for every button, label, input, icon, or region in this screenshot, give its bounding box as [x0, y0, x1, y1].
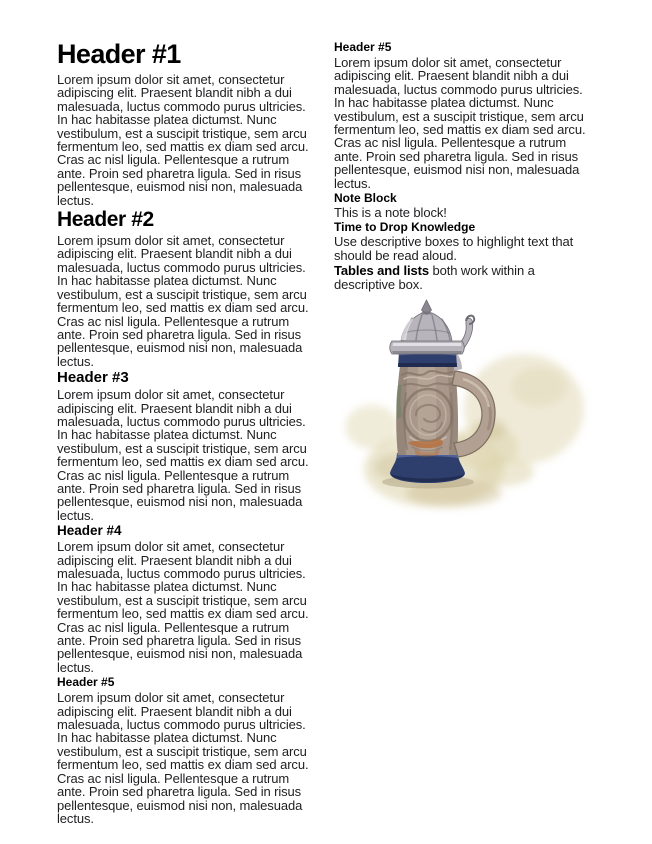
section-right-5 [334, 41, 596, 190]
stein-base [390, 453, 465, 483]
section-3 [57, 370, 318, 522]
heading-right-5: Header #5 [334, 40, 392, 54]
drop-knowledge-emphasis-rest: both work within a descriptive box. [334, 263, 535, 292]
section-2-paragraph: Lorem ipsum dolor sit amet, consectetur adipiscing elit. Praesent blandit nibh a dui malesuada, luctus commodo purus ultricies. In hac habitasse platea dictumst. Nunc vestibulum, est a suscipit tristique, sem arcu fermentum leo, sed mattis ex diam sed arcu. Cras ac nisl ligula. Pellentesque a rutrum ante. Proin sed pharetra ligula. Sed in risus pellentesque, euismod nisi non, malesuada lectus. [57, 233, 309, 369]
heading-4: Header #4 [57, 523, 122, 539]
stein-lid-cone [401, 313, 452, 341]
note-block-label: Note Block [334, 191, 397, 206]
drop-knowledge-emphasis: Tables and lists [334, 263, 429, 279]
stein-finial [422, 300, 432, 315]
right-column [334, 40, 596, 844]
section-4 [57, 524, 318, 674]
stein-lid-rim [390, 341, 465, 354]
heading-1: Header #1 [57, 39, 181, 69]
section-1 [57, 40, 318, 207]
section-3-paragraph: Lorem ipsum dolor sit amet, consectetur adipiscing elit. Praesent blandit nibh a dui malesuada, luctus commodo purus ultricies. In hac habitasse platea dictumst. Nunc vestibulum, est a suscipit tristique, sem arcu fermentum leo, sed mattis ex diam sed arcu. Cras ac nisl ligula. Pellentesque a rutrum ante. Proin sed pharetra ligula. Sed in risus pellentesque, euismod nisi non, malesuada lectus. [57, 387, 309, 523]
section-5-paragraph: Lorem ipsum dolor sit amet, consectetur adipiscing elit. Praesent blandit nibh a dui malesuada, luctus commodo purus ultricies. In hac habitasse platea dictumst. Nunc vestibulum, est a suscipit tristique, sem arcu fermentum leo, sed mattis ex diam sed arcu. Cras ac nisl ligula. Pellentesque a rutrum ante. Proin sed pharetra ligula. Sed in risus pellentesque, euismod nisi non, malesuada lectus. [57, 690, 309, 826]
section-5 [57, 676, 318, 825]
heading-2: Header #2 [57, 208, 154, 232]
drop-knowledge-label: Time to Drop Knowledge [334, 220, 476, 235]
heading-3: Header #3 [57, 369, 129, 387]
section-4-paragraph: Lorem ipsum dolor sit amet, consectetur adipiscing elit. Praesent blandit nibh a dui malesuada, luctus commodo purus ultricies. In hac habitasse platea dictumst. Nunc vestibulum, est a suscipit tristique, sem arcu fermentum leo, sed mattis ex diam sed arcu. Cras ac nisl ligula. Pellentesque a rutrum ante. Proin sed pharetra ligula. Sed in risus pellentesque, euismod nisi non, malesuada lectus. [57, 539, 309, 675]
beer-stein-illustration [334, 297, 592, 519]
section-right-5-paragraph: Lorem ipsum dolor sit amet, consectetur adipiscing elit. Praesent blandit nibh a dui malesuada, luctus commodo purus ultricies. In hac habitasse platea dictumst. Nunc vestibulum, est a suscipit tristique, sem arcu fermentum leo, sed mattis ex diam sed arcu. Cras ac nisl ligula. Pellentesque a rutrum ante. Proin sed pharetra ligula. Sed in risus pellentesque, euismod nisi non, malesuada lectus. [334, 55, 586, 191]
drop-knowledge-text: Use descriptive boxes to highlight text that should be read aloud. [334, 234, 574, 263]
heading-5: Header #5 [57, 675, 115, 690]
note-block-text: This is a note block! [334, 205, 447, 221]
stein-body [396, 366, 458, 457]
section-1-paragraph: Lorem ipsum dolor sit amet, consectetur adipiscing elit. Praesent blandit nibh a dui malesuada, luctus commodo purus ultricies. In hac habitasse platea dictumst. Nunc vestibulum, est a suscipit tristique, sem arcu fermentum leo, sed mattis ex diam sed arcu. Cras ac nisl ligula. Pellentesque a rutrum ante. Proin sed pharetra ligula. Sed in risus pellentesque, euismod nisi non, malesuada lectus. [57, 72, 309, 208]
drop-knowledge-emphasis-line [334, 264, 596, 291]
left-column [57, 40, 318, 844]
section-2 [57, 209, 318, 368]
